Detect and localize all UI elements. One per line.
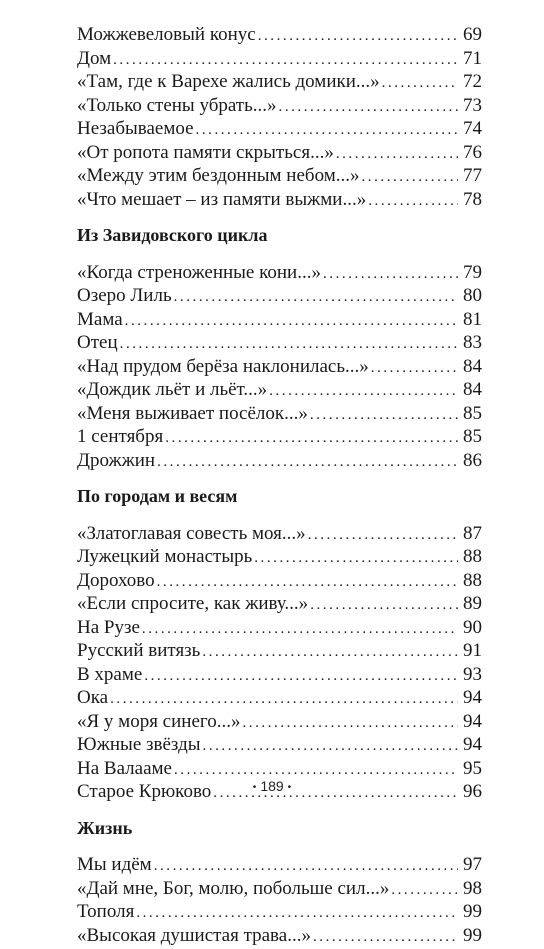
- entry-title: «Высокая душистая трава...»: [77, 924, 311, 948]
- toc-entry: [77, 663, 482, 687]
- entry-title: Дом: [77, 47, 111, 71]
- entry-page: 94: [460, 710, 482, 734]
- entry-page: 99: [460, 924, 482, 948]
- toc-entry: [77, 261, 482, 285]
- leader-dots: [313, 926, 458, 949]
- leader-dots: [254, 547, 458, 571]
- leader-dots: [310, 594, 458, 618]
- entry-page: 89: [460, 592, 482, 616]
- toc-entry: [77, 853, 482, 877]
- entry-title: Ока: [77, 686, 108, 710]
- table-of-contents: [77, 23, 482, 947]
- section-heading: Жизнь: [77, 817, 482, 841]
- section-heading: По городам и весям: [77, 485, 482, 509]
- entry-title: На Рузе: [77, 616, 140, 640]
- toc-entry: [77, 639, 482, 663]
- entry-title: Лужецкий монастырь: [77, 545, 252, 569]
- entry-page: 96: [460, 780, 482, 804]
- entry-title: Отец: [77, 331, 118, 355]
- entry-page: 80: [460, 284, 482, 308]
- entry-page: 99: [460, 900, 482, 924]
- entry-title: Южные звёзды: [77, 733, 201, 757]
- leader-dots: [136, 902, 458, 926]
- leader-dots: [157, 451, 458, 475]
- entry-title: Можжевеловый конус: [77, 23, 256, 47]
- toc-entry: [77, 522, 482, 546]
- page-number: 189: [260, 778, 283, 794]
- entry-title: «Между этим бездонным небом...»: [77, 164, 360, 188]
- leader-dots: [310, 404, 458, 428]
- entry-page: 76: [460, 141, 482, 165]
- toc-entry: [77, 23, 482, 47]
- toc-section-cities: [77, 485, 482, 804]
- entry-page: 69: [460, 23, 482, 47]
- entry-title: «Над прудом берёза наклонилась...»: [77, 355, 369, 379]
- leader-dots: [323, 263, 458, 287]
- leader-dots: [308, 524, 458, 548]
- toc-entry: [77, 686, 482, 710]
- entry-title: «Что мешает – из памяти выжми...»: [77, 188, 366, 212]
- entry-title: «Когда стреноженные кони...»: [77, 261, 321, 285]
- leader-dots: [120, 333, 458, 357]
- entry-title: «Меня выживает посёлок...»: [77, 402, 308, 426]
- entry-page: 85: [460, 402, 482, 426]
- entry-title: «Я у моря синего...»: [77, 710, 240, 734]
- toc-entry: [77, 757, 482, 781]
- toc-entry: [77, 569, 482, 593]
- leader-dots: [279, 96, 458, 120]
- toc-entry: [77, 710, 482, 734]
- entry-page: 84: [460, 355, 482, 379]
- toc-entry: [77, 164, 482, 188]
- toc-entry: [77, 308, 482, 332]
- toc-entry: [77, 70, 482, 94]
- leader-dots: [242, 712, 458, 736]
- section-heading: Из Завидовского цикла: [77, 224, 482, 248]
- entry-page: 97: [460, 853, 482, 877]
- entry-page: 72: [460, 70, 482, 94]
- entry-title: «Дай мне, Бог, молю, побольше сил...»: [77, 877, 389, 901]
- leader-dots: [336, 143, 458, 167]
- entry-page: 91: [460, 639, 482, 663]
- entry-title: 1 сентября: [77, 425, 163, 449]
- page-folio: [0, 778, 544, 794]
- entry-page: 98: [460, 877, 482, 901]
- leader-dots: [368, 190, 458, 214]
- toc-entry: [77, 355, 482, 379]
- toc-entry: [77, 877, 482, 901]
- entry-title: Незабываемое: [77, 117, 194, 141]
- toc-entry: [77, 141, 482, 165]
- leader-dots: [391, 879, 458, 903]
- entry-title: Озеро Лиль: [77, 284, 172, 308]
- entry-page: 87: [460, 522, 482, 546]
- toc-entry: [77, 331, 482, 355]
- toc-section-zavidovo: [77, 224, 482, 472]
- leader-dots: [258, 25, 458, 49]
- entry-page: 88: [460, 545, 482, 569]
- toc-entry: [77, 284, 482, 308]
- toc-entry: [77, 616, 482, 640]
- entry-page: 81: [460, 308, 482, 332]
- toc-entry: [77, 592, 482, 616]
- toc-entry: [77, 425, 482, 449]
- entry-page: 73: [460, 94, 482, 118]
- entry-title: «Только стены убрать...»: [77, 94, 277, 118]
- leader-dots: [154, 855, 458, 879]
- leader-dots: [362, 166, 459, 190]
- toc-entry: [77, 47, 482, 71]
- entry-title: «Там, где к Варехе жались домики...»: [77, 70, 380, 94]
- entry-page: 79: [460, 261, 482, 285]
- entry-page: 77: [460, 164, 482, 188]
- toc-entry: [77, 402, 482, 426]
- toc-section-life: [77, 817, 482, 948]
- toc-entry: [77, 900, 482, 924]
- folio-bullet-right: •: [288, 782, 292, 793]
- entry-title: Старое Крюково: [77, 780, 211, 804]
- entry-title: «Златоглавая совесть моя...»: [77, 522, 306, 546]
- toc-group-0: [77, 23, 482, 211]
- leader-dots: [157, 571, 458, 595]
- toc-entry: [77, 924, 482, 948]
- leader-dots: [174, 286, 458, 310]
- toc-entry: [77, 733, 482, 757]
- entry-page: 74: [460, 117, 482, 141]
- leader-dots: [144, 665, 458, 689]
- toc-entry: [77, 378, 482, 402]
- folio-bullet-left: •: [253, 782, 257, 793]
- toc-entry: [77, 117, 482, 141]
- leader-dots: [125, 310, 458, 334]
- entry-title: На Валааме: [77, 757, 172, 781]
- leader-dots: [371, 357, 458, 381]
- entry-page: 83: [460, 331, 482, 355]
- leader-dots: [196, 119, 458, 143]
- leader-dots: [113, 49, 458, 73]
- entry-page: 78: [460, 188, 482, 212]
- leader-dots: [203, 735, 458, 759]
- entry-page: 94: [460, 686, 482, 710]
- leader-dots: [269, 380, 458, 404]
- entry-title: «Если спросите, как живу...»: [77, 592, 308, 616]
- entry-page: 84: [460, 378, 482, 402]
- entry-page: 71: [460, 47, 482, 71]
- entry-title: Тополя: [77, 900, 134, 924]
- leader-dots: [382, 72, 458, 96]
- entry-title: В храме: [77, 663, 142, 687]
- toc-entry: [77, 94, 482, 118]
- entry-page: 88: [460, 569, 482, 593]
- leader-dots: [202, 641, 458, 665]
- leader-dots: [110, 688, 458, 712]
- leader-dots: [142, 618, 458, 642]
- entry-title: «Дождик льёт и льёт...»: [77, 378, 267, 402]
- toc-entry: [77, 449, 482, 473]
- entry-page: 94: [460, 733, 482, 757]
- entry-title: Мы идём: [77, 853, 152, 877]
- entry-title: Дорохово: [77, 569, 155, 593]
- toc-entry: [77, 188, 482, 212]
- entry-title: «От ропота памяти скрыться...»: [77, 141, 334, 165]
- toc-entry: [77, 545, 482, 569]
- entry-title: Мама: [77, 308, 123, 332]
- entry-page: 90: [460, 616, 482, 640]
- entry-title: Дрожжин: [77, 449, 155, 473]
- entry-title: Русский витязь: [77, 639, 200, 663]
- entry-page: 93: [460, 663, 482, 687]
- entry-page: 95: [460, 757, 482, 781]
- entry-page: 85: [460, 425, 482, 449]
- entry-page: 86: [460, 449, 482, 473]
- leader-dots: [165, 427, 458, 451]
